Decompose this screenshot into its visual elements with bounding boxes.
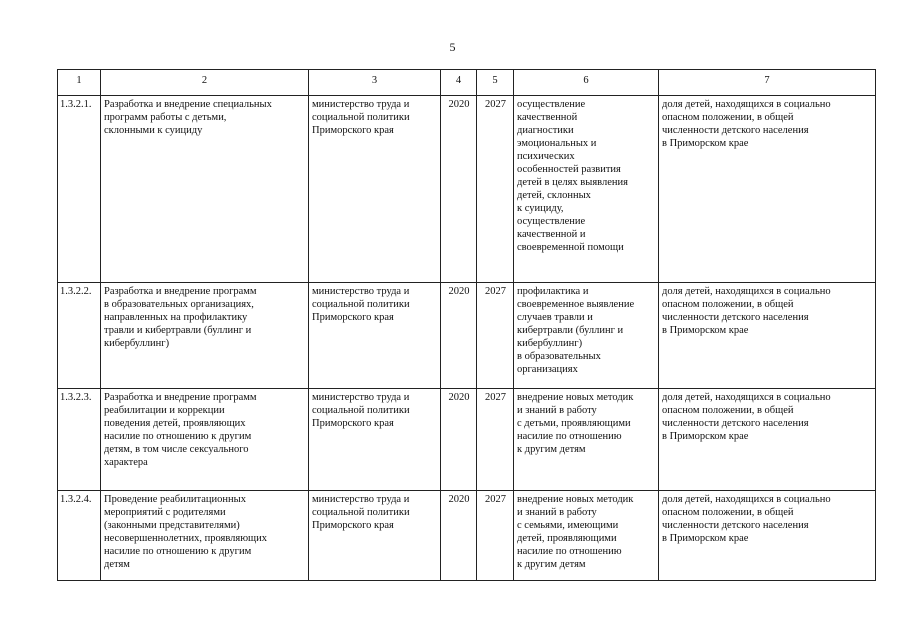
table-row [58,283,876,389]
result-text: осуществление качественной диагностики эмоциональных и психических особенностей развития детей в целях выявления детей, склонных к суициду, осуществление качественной и своевременной помощи [517,99,628,253]
executor-text: министерство труда и социальной политики Приморского края [312,392,410,429]
indicator-cell [659,96,876,283]
indicator-cell [659,389,876,491]
header-col-6: 6 [514,70,659,96]
end-year: 2027 [477,283,514,389]
indicator-cell [659,283,876,389]
header-col-1: 1 [58,70,101,96]
executor-cell [309,389,441,491]
row-number: 1.3.2.4. [58,491,101,581]
header-col-3: 3 [309,70,441,96]
result-text: профилактика и своевременное выявление случаев травли и кибертравли (буллинг и кибербуллинг) в образовательных организациях [517,286,635,375]
result-cell [514,389,659,491]
start-year: 2020 [441,491,477,581]
result-text: внедрение новых методик и знаний в работу с детьми, проявляющими насилие по отношению к другим детям [517,392,634,455]
activity-text: Разработка и внедрение специальных программ работы с детьми, склонными к суициду [104,99,272,136]
row-number: 1.3.2.3. [58,389,101,491]
result-cell [514,491,659,581]
page-number: 5 [449,40,456,54]
executor-cell [309,491,441,581]
activity-text: Проведение реабилитационных мероприятий с родителями (законными представителями) несовершеннолетних, проявляющих насилие по отношению к другим детям [104,494,268,570]
executor-text: министерство труда и социальной политики Приморского края [312,494,410,531]
activity-text: Разработка и внедрение программ реабилитации и коррекции поведения детей, проявляющих насилие по отношению к другим детям, в том числе сексуального характера [104,392,257,468]
indicator-text: доля детей, находящихся в социально опасном положении, в общей численности детского населения в Приморском крае [662,99,831,149]
row-number: 1.3.2.1. [58,96,101,283]
result-cell [514,96,659,283]
activity-cell [101,96,309,283]
start-year: 2020 [441,283,477,389]
table-row [58,96,876,283]
header-row [58,70,876,96]
indicator-text: доля детей, находящихся в социально опасном положении, в общей численности детского населения в Приморском крае [662,286,831,336]
header-col-2: 2 [101,70,309,96]
header-col-4: 4 [441,70,477,96]
header-col-5: 5 [477,70,514,96]
result-text: внедрение новых методик и знаний в работу с семьями, имеющими детей, проявляющими насилие по отношению к другим детям [517,494,634,570]
table-row [58,491,876,581]
start-year: 2020 [441,389,477,491]
executor-text: министерство труда и социальной политики Приморского края [312,286,410,323]
table-row [58,389,876,491]
result-cell [514,283,659,389]
indicator-cell [659,491,876,581]
executor-cell [309,283,441,389]
activity-cell [101,389,309,491]
executor-cell [309,96,441,283]
row-number: 1.3.2.2. [58,283,101,389]
end-year: 2027 [477,491,514,581]
end-year: 2027 [477,389,514,491]
header-col-7: 7 [659,70,876,96]
start-year: 2020 [441,96,477,283]
end-year: 2027 [477,96,514,283]
activity-cell [101,283,309,389]
indicator-text: доля детей, находящихся в социально опасном положении, в общей численности детского населения в Приморском крае [662,392,831,442]
measures-table [57,69,876,581]
activity-cell [101,491,309,581]
executor-text: министерство труда и социальной политики Приморского края [312,99,410,136]
indicator-text: доля детей, находящихся в социально опасном положении, в общей численности детского населения в Приморском крае [662,494,831,544]
activity-text: Разработка и внедрение программ в образовательных организациях, направленных на профилактику травли и кибертравли (буллинг и кибербуллинг) [104,286,257,349]
